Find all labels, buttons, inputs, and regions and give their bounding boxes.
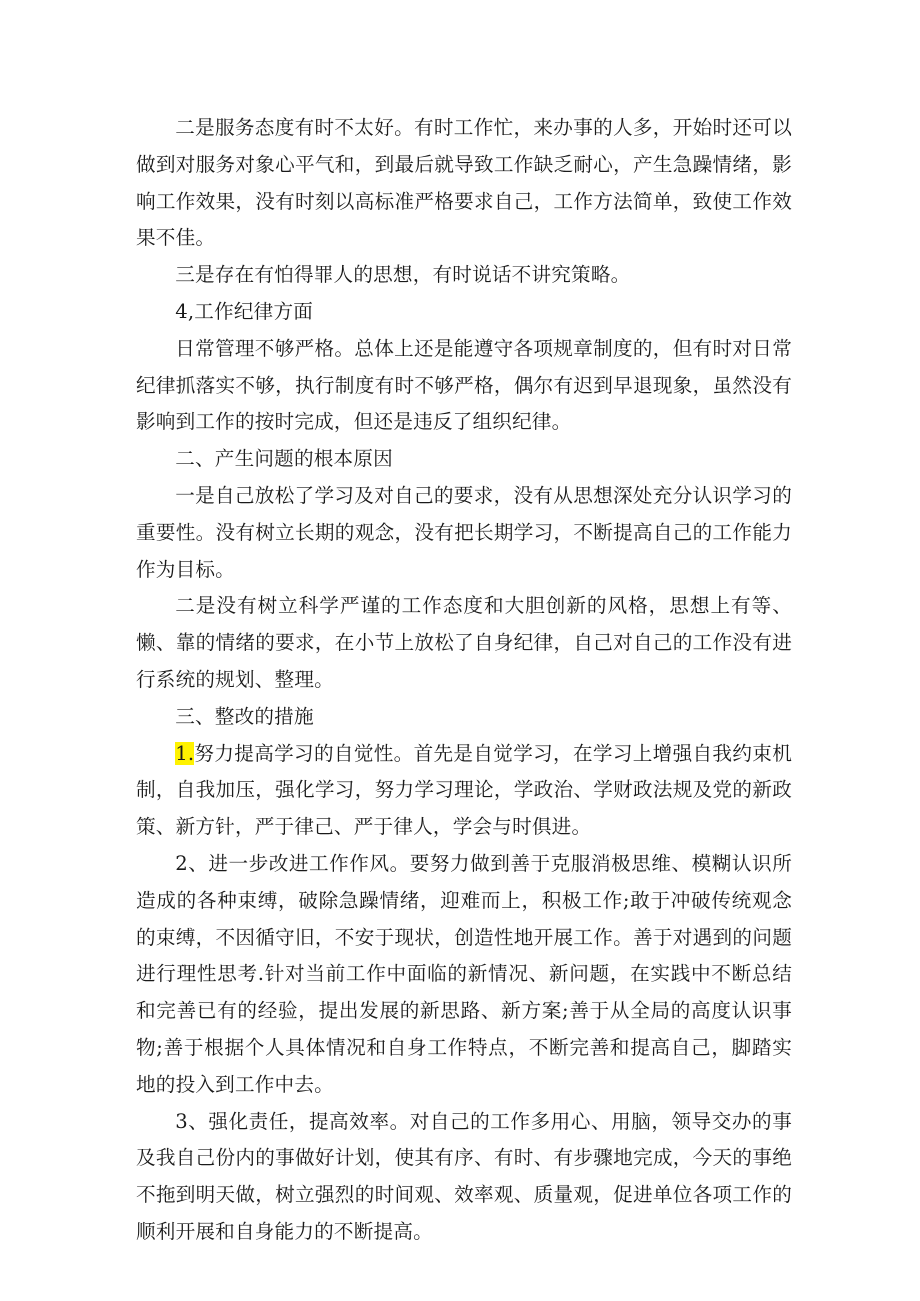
paragraph-service-attitude: 二是服务态度有时不太好。有时工作忙，来办事的人多，开始时还可以做到对服务对象心平气和，到最后就导致工作缺乏耐心，产生急躁情绪，影响工作效果，没有时刻以高标准严格要求自己，工作方法简单，致使工作效果不佳。 — [136, 116, 792, 250]
paragraph-fear-offending: 三是存在有怕得罪人的思想，有时说话不讲究策略。 — [175, 263, 631, 287]
heading-root-causes: 二、产生问题的根本原因 — [175, 447, 393, 471]
paragraph-cause-one: 一是自己放松了学习及对自己的要求，没有从思想深处充分认识学习的重要性。没有树立长期的观念，没有把长期学习，不断提高自己的工作能力作为目标。 — [136, 483, 792, 581]
highlighted-number: 1. — [175, 741, 195, 765]
paragraph-measure-one-text: 努力提高学习的自觉性。首先是自觉学习，在学习上增强自我约束机制，自我加压，强化学习，努力学习理论，学政治、学财政法规及党的新政策、新方针，严于律己、严于律人，学会与时俱进。 — [136, 741, 792, 839]
paragraph-daily-management: 日常管理不够严格。总体上还是能遵守各项规章制度的，但有时对日常纪律抓落实不够，执行制度有时不够严格，偶尔有迟到早退现象，虽然没有影响到工作的按时完成，但还是违反了组织纪律。 — [136, 336, 792, 434]
heading-work-discipline: 4,工作纪律方面 — [175, 299, 314, 323]
paragraph-cause-two: 二是没有树立科学严谨的工作态度和大胆创新的风格，思想上有等、懒、靠的情绪的要求，在小节上放松了自身纪律，自己对自己的工作没有进行系统的规划、整理。 — [136, 594, 792, 691]
paragraph-measure-three: 3、强化责任，提高效率。对自己的工作多用心、用脑，领导交办的事及我自己份内的事做好计划，使其有序、有时、有步骤地完成，今天的事绝不拖到明天做，树立强烈的时间观、效率观、质量观，促进单位各项工作的顺利开展和自身能力的不断提高。 — [136, 1109, 792, 1243]
paragraph-measure-two: 2、进一步改进工作作风。要努力做到善于克服消极思维、模糊认识所造成的各种束缚，破除急躁情绪，迎难而上，积极工作;敢于冲破传统观念的束缚，不因循守旧，不安于现状，创造性地开展工作。善于对遇到的问题进行理性思考.针对当前工作中面临的新情况、新问题，在实践中不断总结和完善已有的经验，提出发展的新思路、新方案;善于从全局的高度认识事物;善于根据个人具体情况和自身工作特点，不断完善和提高自己，脚踏实地的投入到工作中去。 — [136, 851, 792, 1096]
heading-rectification-measures: 三、整改的措施 — [175, 704, 314, 728]
paragraph-measure-one — [136, 736, 792, 846]
document-body — [136, 110, 792, 1251]
